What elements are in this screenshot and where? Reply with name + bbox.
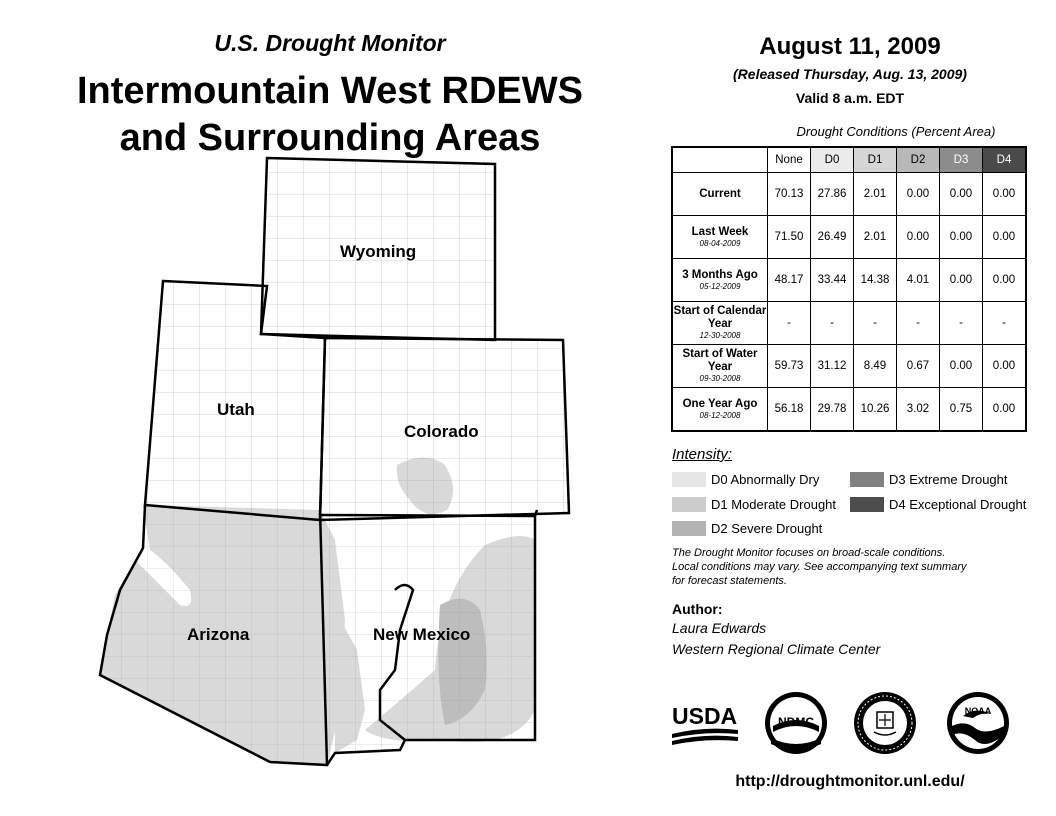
column-header-d2: D2 [897,147,940,173]
column-header-none: None [768,147,811,173]
table-cell: 31.12 [811,345,854,388]
table-cell: - [811,302,854,345]
row-label [672,388,768,432]
legend-label-d0: D0 Abnormally Dry [711,472,820,487]
table-cell: - [854,302,897,345]
disclaimer-line1: The Drought Monitor focuses on broad-scale conditions. [672,547,946,559]
table-cell: 48.17 [768,259,811,302]
state-label-arizona: Arizona [187,625,250,644]
table-row [672,345,1026,388]
usda-logo-icon [670,700,740,750]
table-cell: 33.44 [811,259,854,302]
ndmc-logo-text: NDMC [778,715,814,729]
legend-title: Intensity: [672,446,733,463]
author-name: Laura Edwards [672,620,767,636]
table-cell: 0.75 [940,388,983,432]
column-header-d1: D1 [854,147,897,173]
release-date: (Released Thursday, Aug. 13, 2009) [733,66,967,82]
valid-time: Valid 8 a.m. EDT [795,90,905,106]
map-title [20,68,640,162]
row-label [672,216,768,259]
table-cell: 59.73 [768,345,811,388]
table-cell: 0.00 [897,216,940,259]
legend-label-d4: D4 Exceptional Drought [889,497,1027,512]
row-label [672,302,768,345]
drought-conditions-table [671,146,1027,432]
table-cell: - [940,302,983,345]
table-header-blank [672,147,768,173]
table-cell: 0.00 [983,216,1027,259]
drought-map [95,150,585,770]
state-label-wyoming: Wyoming [340,242,417,261]
row-label-text: 3 Months Ago [682,268,758,281]
table-cell: - [897,302,940,345]
ndmc-logo-icon [763,690,829,756]
table-cell: 0.00 [940,345,983,388]
row-label [672,259,768,302]
table-cell: 3.02 [897,388,940,432]
table-cell: 26.49 [811,216,854,259]
legend-label-d2: D2 Severe Drought [711,521,823,536]
table-cell: 71.50 [768,216,811,259]
legend-swatch-d1 [672,497,706,512]
legend-swatch-d4 [850,497,884,512]
legend-item-d1 [672,497,836,512]
table-row [672,173,1026,216]
column-header-d0: D0 [811,147,854,173]
table-cell: 2.01 [854,173,897,216]
map-date: August 11, 2009 [759,33,941,60]
table-row [672,302,1026,345]
table-caption: Drought Conditions (Percent Area) [796,124,996,139]
noaa-logo-text: NOAA [964,706,992,716]
state-label-new-mexico: New Mexico [373,625,471,644]
usda-logo-text: USDA [672,703,738,729]
row-date: 09-30-2008 [699,374,741,383]
legend-item-d0 [672,472,819,487]
table-cell: 70.13 [768,173,811,216]
row-date: 12-30-2008 [699,331,741,340]
table-row [672,388,1026,432]
map-title-line1: Intermountain West RDEWS [77,70,583,112]
disclaimer-line3: for forecast statements. [672,575,787,587]
row-label [672,173,768,216]
row-label [672,345,768,388]
table-cell: 0.00 [940,259,983,302]
table-row [672,259,1026,302]
row-label-text: Current [699,187,741,200]
legend-item-d3 [850,472,1008,487]
map-title-line2: and Surrounding Areas [119,117,541,159]
dept-of-commerce-seal-icon [852,690,918,756]
table-cell: 10.26 [854,388,897,432]
website-url: http://droughtmonitor.unl.edu/ [735,773,965,790]
row-label-text: Last Week [691,225,749,238]
table-cell: 2.01 [854,216,897,259]
table-cell: 0.00 [983,345,1027,388]
legend-swatch-d2 [672,521,706,536]
table-cell: 29.78 [811,388,854,432]
map-subtitle: U.S. Drought Monitor [214,30,446,56]
table-cell: 0.00 [983,388,1027,432]
disclaimer [672,546,1032,588]
table-cell: 14.38 [854,259,897,302]
legend-label-d1: D1 Moderate Drought [711,497,837,512]
legend-label-d3: D3 Extreme Drought [889,472,1008,487]
table-cell: 8.49 [854,345,897,388]
row-date: 05-12-2009 [699,281,741,291]
table-row [672,216,1026,259]
disclaimer-line2: Local conditions may vary. See accompanying text summary [672,561,967,573]
row-label-text: One Year Ago [682,397,758,410]
table-cell: 0.00 [940,216,983,259]
table-cell: 0.00 [983,173,1027,216]
legend-swatch-d3 [850,472,884,487]
row-date: 08-04-2009 [699,238,741,248]
column-header-d3: D3 [940,147,983,173]
state-label-colorado: Colorado [404,422,479,441]
row-label-text: Start of Water Year [682,348,758,373]
author-org: Western Regional Climate Center [672,641,881,657]
row-date: 08-12-2008 [699,410,741,420]
table-cell: 0.67 [897,345,940,388]
legend-item-d4 [850,497,1026,512]
table-header-row [672,147,1026,173]
table-cell: 27.86 [811,173,854,216]
legend-swatch-d0 [672,472,706,487]
noaa-logo-icon [945,690,1011,756]
table-cell: 0.00 [983,259,1027,302]
row-label-text: Start of Calendar Year [673,305,767,330]
table-cell: - [768,302,811,345]
table-cell: 0.00 [897,173,940,216]
table-cell: 56.18 [768,388,811,432]
table-cell: 0.00 [940,173,983,216]
author-label: Author: [672,601,723,617]
table-cell: - [983,302,1027,345]
table-cell: 4.01 [897,259,940,302]
state-label-utah: Utah [217,400,255,419]
legend-item-d2 [672,521,822,536]
column-header-d4: D4 [983,147,1027,173]
